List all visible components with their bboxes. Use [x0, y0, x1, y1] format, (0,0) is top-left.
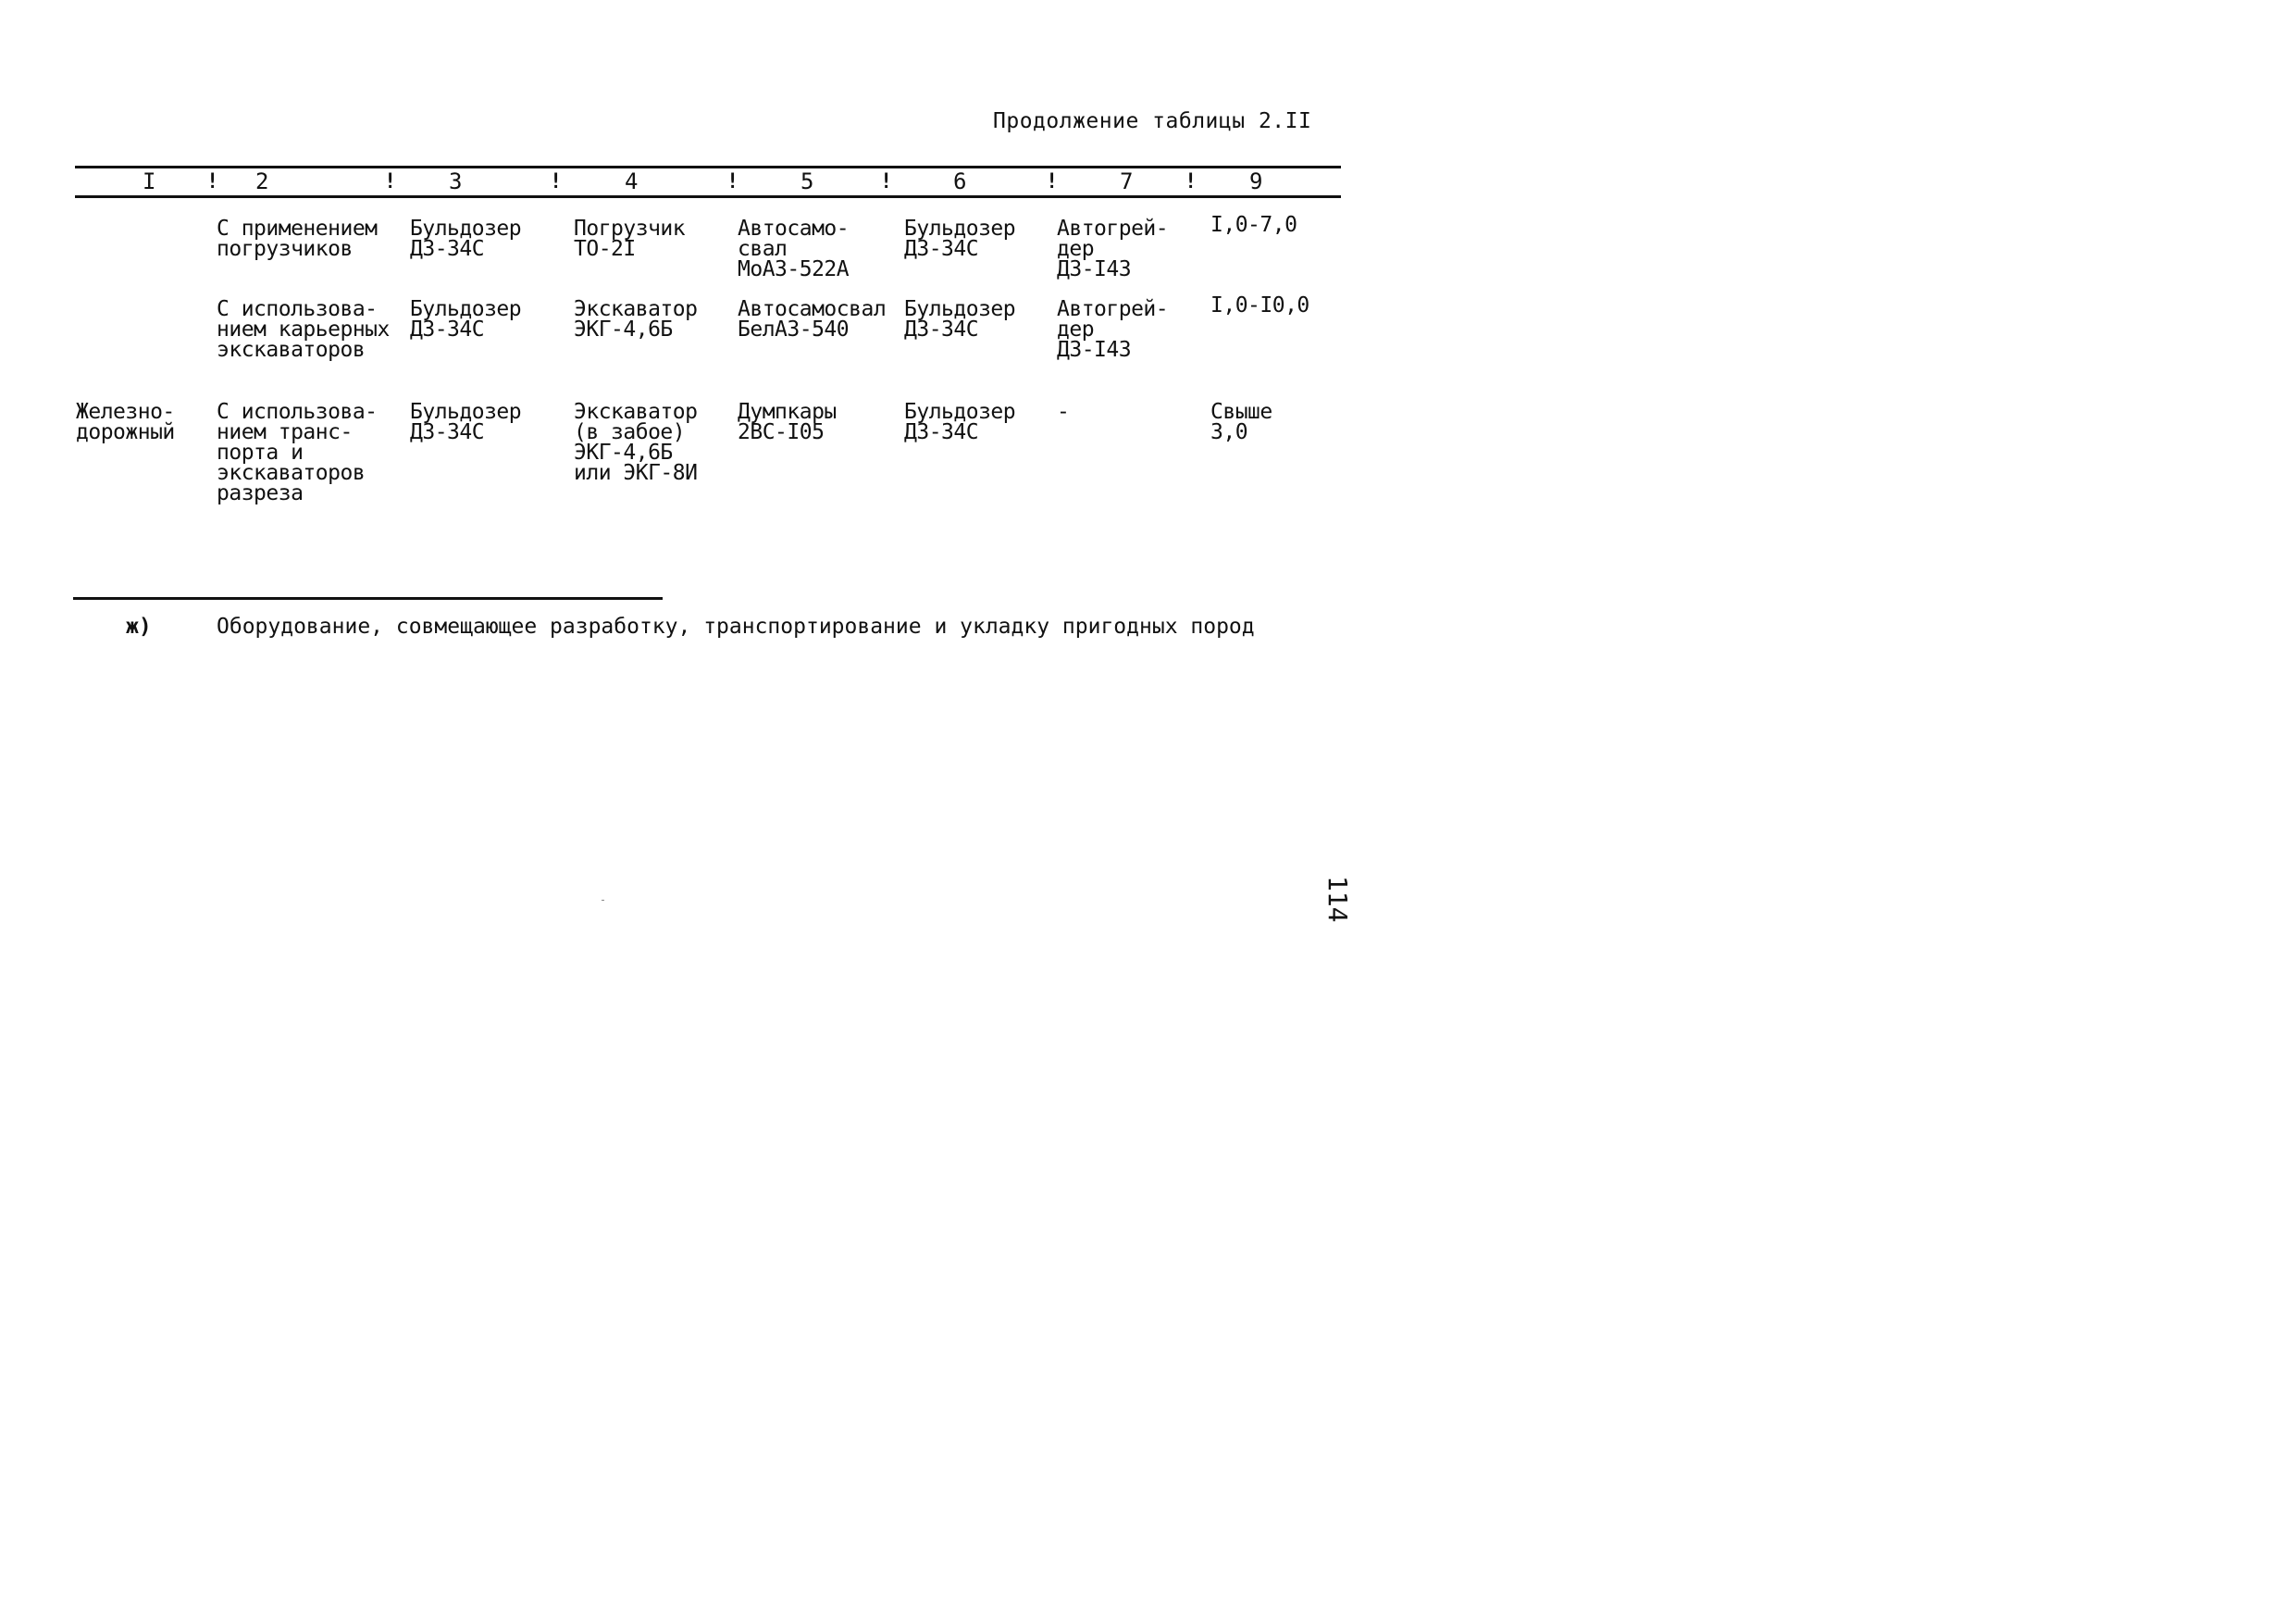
header-col-5: 5: [800, 168, 814, 194]
row-1-col-5: Автосамо- свал МоАЗ-522А: [738, 217, 850, 281]
row-2-col-3: Бульдозер ДЗ-34С: [410, 297, 522, 342]
header-col-2: 2: [255, 168, 269, 194]
row-1-col-4: Погрузчик ТО-2I: [574, 217, 686, 261]
row-2-col-7: Автогрей- дер ДЗ-I43: [1057, 297, 1169, 362]
row-3-col-3: Бульдозер ДЗ-34С: [410, 400, 522, 444]
header-col-9: 9: [1249, 168, 1263, 194]
header-col-6: 6: [953, 168, 967, 194]
row-2-col-5: Автосамосвал БелАЗ-540: [738, 297, 887, 342]
row-2-col-2: С использова- нием карьерных экскаваторов: [217, 297, 390, 362]
header-separator: !: [726, 170, 739, 193]
header-separator: !: [1185, 170, 1198, 193]
row-3-col-4: Экскаватор (в забое) ЭКГ-4,6Б или ЭКГ-8И: [574, 400, 698, 485]
table-caption: Продолжение таблицы 2.II: [993, 109, 1312, 133]
row-2-col-6: Бульдозер ДЗ-34С: [904, 297, 1016, 342]
row-1-col-7: Автогрей- дер ДЗ-I43: [1057, 217, 1169, 281]
row-1-col-3: Бульдозер ДЗ-34С: [410, 217, 522, 261]
row-3-col-2: С использова- нием транс- порта и экскаваторов разреза: [217, 400, 378, 505]
scan-speck: [602, 900, 604, 901]
section-rule: [73, 597, 663, 600]
header-separator: !: [550, 170, 563, 193]
row-3-col-5: Думпкары 2ВС-I05: [738, 400, 837, 444]
table-header-rule: [75, 195, 1341, 198]
header-separator: !: [384, 170, 397, 193]
row-2-col-4: Экскаватор ЭКГ-4,6Б: [574, 297, 698, 342]
header-separator: !: [1046, 170, 1059, 193]
header-col-4: 4: [625, 168, 639, 194]
header-separator: !: [880, 170, 893, 193]
note-text: Оборудование, совмещающее разработку, транспортирование и укладку пригодных пород: [217, 615, 1255, 639]
row-3-col-7: -: [1057, 400, 1070, 424]
header-col-7: 7: [1120, 168, 1134, 194]
row-3-col-9: Свыше 3,0: [1210, 400, 1272, 444]
row-1-col-9: I,0-7,0: [1210, 213, 1297, 237]
page-number: 114: [1322, 876, 1353, 923]
header-col-1: I: [143, 168, 156, 194]
row-3-col-6: Бульдозер ДЗ-34С: [904, 400, 1016, 444]
note-marker: ж): [126, 615, 152, 639]
row-2-col-9: I,0-I0,0: [1210, 293, 1309, 318]
row-1-col-2: С применением погрузчиков: [217, 217, 378, 261]
header-col-3: 3: [449, 168, 463, 194]
row-3-col-1: Железно- дорожный: [76, 400, 175, 444]
row-1-col-6: Бульдозер ДЗ-34С: [904, 217, 1016, 261]
header-separator: !: [206, 170, 219, 193]
